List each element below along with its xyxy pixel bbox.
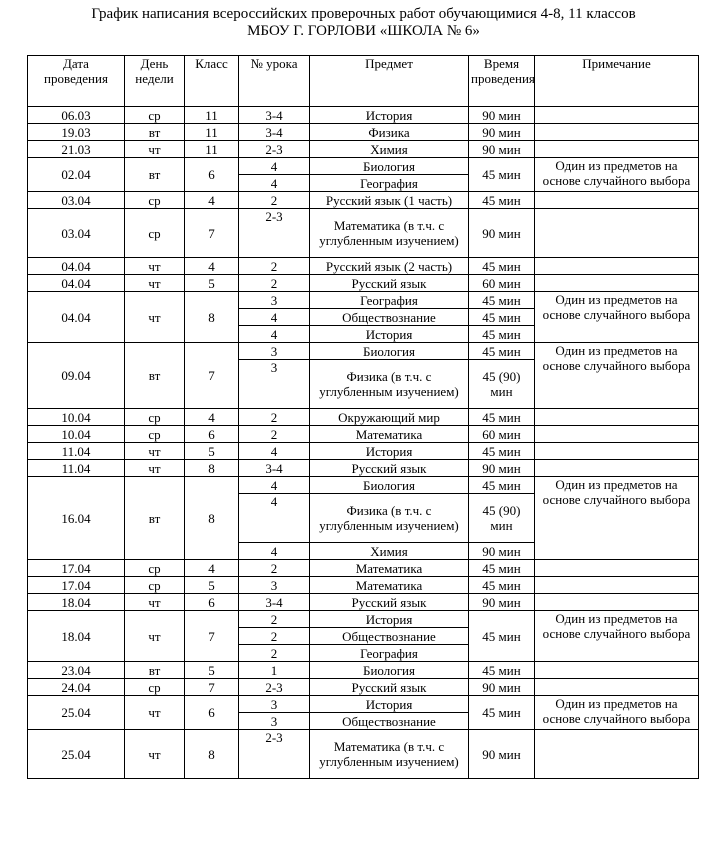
cell-duration: 90 мин: [469, 460, 535, 477]
table-row: [28, 141, 699, 158]
cell-lesson: 3: [239, 577, 310, 594]
cell-date: 25.04: [28, 730, 125, 779]
cell-duration: 90 мин: [469, 107, 535, 124]
cell-day: чт: [125, 611, 185, 662]
cell-lesson: 4: [239, 494, 310, 543]
cell-class: 6: [185, 594, 239, 611]
cell-subject: Обществознание: [310, 713, 469, 730]
cell-note: [535, 107, 699, 124]
table-row: [28, 560, 699, 577]
cell-duration: 90 мин: [469, 679, 535, 696]
table-row: [28, 209, 699, 258]
cell-duration: 45 мин: [469, 662, 535, 679]
table-row: [28, 730, 699, 779]
cell-subject: Русский язык: [310, 275, 469, 292]
cell-subject: Физика (в т.ч. с углубленным изучением): [310, 494, 469, 543]
table-row: [28, 679, 699, 696]
table-row: [28, 696, 699, 713]
cell-day: чт: [125, 443, 185, 460]
cell-lesson: 4: [239, 477, 310, 494]
cell-duration: 90 мин: [469, 124, 535, 141]
cell-subject: География: [310, 292, 469, 309]
cell-class: 8: [185, 292, 239, 343]
cell-lesson: 2: [239, 560, 310, 577]
title-line-2: МБОУ Г. ГОРЛОВИ «ШКОЛА № 6»: [247, 23, 480, 39]
cell-duration: 60 мин: [469, 426, 535, 443]
cell-note: [535, 594, 699, 611]
cell-class: 6: [185, 158, 239, 192]
cell-day: чт: [125, 460, 185, 477]
table-row: [28, 594, 699, 611]
cell-subject: Обществознание: [310, 309, 469, 326]
cell-day: чт: [125, 141, 185, 158]
cell-lesson: 2: [239, 275, 310, 292]
table-row: [28, 343, 699, 360]
cell-note: [535, 426, 699, 443]
cell-duration: 45 мин: [469, 560, 535, 577]
cell-day: чт: [125, 275, 185, 292]
cell-duration: 45 мин: [469, 443, 535, 460]
cell-subject: История: [310, 443, 469, 460]
cell-note: Один из предметов на основе случайного выбора: [535, 343, 699, 409]
cell-lesson: 2: [239, 611, 310, 628]
cell-subject: Русский язык (1 часть): [310, 192, 469, 209]
cell-subject: Биология: [310, 662, 469, 679]
cell-date: 02.04: [28, 158, 125, 192]
cell-day: ср: [125, 107, 185, 124]
cell-class: 5: [185, 275, 239, 292]
cell-duration: 45 мин: [469, 192, 535, 209]
cell-duration: 45 мин: [469, 292, 535, 309]
table-row: [28, 124, 699, 141]
cell-subject: Химия: [310, 543, 469, 560]
schedule-table: [27, 55, 699, 779]
cell-lesson: 2: [239, 628, 310, 645]
cell-class: 7: [185, 611, 239, 662]
cell-subject: Обществознание: [310, 628, 469, 645]
cell-class: 11: [185, 141, 239, 158]
cell-subject: История: [310, 326, 469, 343]
cell-subject: Окружающий мир: [310, 409, 469, 426]
cell-date: 03.04: [28, 192, 125, 209]
cell-lesson: 3: [239, 343, 310, 360]
cell-class: 11: [185, 124, 239, 141]
cell-lesson: 4: [239, 543, 310, 560]
cell-subject: Русский язык: [310, 460, 469, 477]
cell-note: [535, 560, 699, 577]
cell-day: ср: [125, 577, 185, 594]
cell-note: Один из предметов на основе случайного выбора: [535, 611, 699, 662]
table-row: [28, 292, 699, 309]
cell-duration: 45 мин: [469, 409, 535, 426]
cell-duration: 45 мин: [469, 326, 535, 343]
cell-day: чт: [125, 594, 185, 611]
cell-class: 8: [185, 460, 239, 477]
cell-date: 18.04: [28, 611, 125, 662]
header-lesson: № урока: [239, 56, 310, 107]
cell-class: 7: [185, 209, 239, 258]
header-class: Класс: [185, 56, 239, 107]
cell-subject: Физика (в т.ч. с углубленным изучением): [310, 360, 469, 409]
cell-duration: 45 мин: [469, 158, 535, 192]
cell-subject: Математика (в т.ч. с углубленным изучением): [310, 730, 469, 779]
header-duration: Время проведения: [469, 56, 535, 107]
cell-class: 7: [185, 679, 239, 696]
cell-class: 4: [185, 409, 239, 426]
cell-date: 11.04: [28, 443, 125, 460]
cell-lesson: 2: [239, 258, 310, 275]
cell-date: 04.04: [28, 275, 125, 292]
cell-lesson: 3-4: [239, 124, 310, 141]
cell-day: вт: [125, 343, 185, 409]
cell-subject: Химия: [310, 141, 469, 158]
cell-lesson: 2: [239, 645, 310, 662]
cell-day: чт: [125, 258, 185, 275]
cell-note: [535, 679, 699, 696]
cell-note: [535, 443, 699, 460]
cell-lesson: 2: [239, 426, 310, 443]
table-row: [28, 577, 699, 594]
cell-subject: Математика (в т.ч. с углубленным изучением): [310, 209, 469, 258]
cell-class: 4: [185, 258, 239, 275]
cell-subject: История: [310, 611, 469, 628]
cell-date: 10.04: [28, 409, 125, 426]
cell-day: вт: [125, 158, 185, 192]
table-row: [28, 477, 699, 494]
cell-subject: История: [310, 696, 469, 713]
cell-class: 5: [185, 662, 239, 679]
cell-lesson: 3: [239, 292, 310, 309]
cell-date: 17.04: [28, 577, 125, 594]
cell-lesson: 2-3: [239, 679, 310, 696]
cell-day: ср: [125, 679, 185, 696]
cell-note: [535, 209, 699, 258]
cell-note: [535, 409, 699, 426]
table-row: [28, 409, 699, 426]
document-title: [0, 6, 727, 40]
cell-lesson: 3-4: [239, 107, 310, 124]
cell-day: ср: [125, 209, 185, 258]
cell-lesson: 3-4: [239, 594, 310, 611]
cell-duration: 45 мин: [469, 611, 535, 662]
cell-lesson: 3-4: [239, 460, 310, 477]
cell-day: ср: [125, 426, 185, 443]
cell-duration: 45 мин: [469, 477, 535, 494]
title-line-1: График написания всероссийских проверочных работ обучающимися 4-8, 11 классов: [91, 6, 636, 22]
cell-class: 6: [185, 426, 239, 443]
cell-note: [535, 141, 699, 158]
cell-class: 8: [185, 730, 239, 779]
cell-class: 7: [185, 343, 239, 409]
header-day: День недели: [125, 56, 185, 107]
cell-date: 19.03: [28, 124, 125, 141]
cell-lesson: 3: [239, 360, 310, 409]
cell-note: [535, 730, 699, 779]
cell-duration: 90 мин: [469, 209, 535, 258]
cell-note: Один из предметов на основе случайного выбора: [535, 477, 699, 560]
cell-note: Один из предметов на основе случайного выбора: [535, 696, 699, 730]
table-row: [28, 192, 699, 209]
table-row: [28, 443, 699, 460]
cell-lesson: 3: [239, 713, 310, 730]
cell-subject: Физика: [310, 124, 469, 141]
header-subject: Предмет: [310, 56, 469, 107]
cell-class: 11: [185, 107, 239, 124]
table-row: [28, 258, 699, 275]
cell-duration: 45 мин: [469, 577, 535, 594]
cell-date: 23.04: [28, 662, 125, 679]
cell-date: 11.04: [28, 460, 125, 477]
cell-date: 04.04: [28, 258, 125, 275]
cell-class: 4: [185, 560, 239, 577]
table-row: [28, 426, 699, 443]
cell-subject: История: [310, 107, 469, 124]
cell-lesson: 2-3: [239, 141, 310, 158]
cell-date: 16.04: [28, 477, 125, 560]
header-row: [28, 56, 699, 107]
cell-duration: 45 мин: [469, 343, 535, 360]
cell-duration: 45 мин: [469, 258, 535, 275]
cell-lesson: 4: [239, 443, 310, 460]
cell-subject: Математика: [310, 577, 469, 594]
cell-day: вт: [125, 662, 185, 679]
cell-duration: 45 мин: [469, 309, 535, 326]
cell-lesson: 4: [239, 175, 310, 192]
cell-duration: 60 мин: [469, 275, 535, 292]
cell-class: 8: [185, 477, 239, 560]
cell-day: чт: [125, 730, 185, 779]
cell-day: вт: [125, 477, 185, 560]
cell-date: 10.04: [28, 426, 125, 443]
cell-class: 6: [185, 696, 239, 730]
table-row: [28, 460, 699, 477]
cell-date: 17.04: [28, 560, 125, 577]
cell-note: [535, 258, 699, 275]
cell-lesson: 2-3: [239, 730, 310, 779]
cell-lesson: 4: [239, 309, 310, 326]
cell-day: вт: [125, 124, 185, 141]
cell-lesson: 2-3: [239, 209, 310, 258]
cell-date: 18.04: [28, 594, 125, 611]
cell-note: [535, 577, 699, 594]
table-row: [28, 107, 699, 124]
header-date: Дата проведения: [28, 56, 125, 107]
cell-duration: 90 мин: [469, 730, 535, 779]
cell-subject: Математика: [310, 426, 469, 443]
cell-class: 4: [185, 192, 239, 209]
cell-subject: Биология: [310, 158, 469, 175]
cell-note: [535, 662, 699, 679]
cell-date: 03.04: [28, 209, 125, 258]
cell-date: 04.04: [28, 292, 125, 343]
cell-note: [535, 124, 699, 141]
cell-day: ср: [125, 409, 185, 426]
cell-note: [535, 192, 699, 209]
cell-day: ср: [125, 192, 185, 209]
cell-duration: 45 (90) мин: [469, 360, 535, 409]
cell-lesson: 2: [239, 192, 310, 209]
cell-duration: 90 мин: [469, 141, 535, 158]
cell-lesson: 1: [239, 662, 310, 679]
cell-subject: Биология: [310, 343, 469, 360]
cell-note: [535, 460, 699, 477]
cell-day: чт: [125, 292, 185, 343]
cell-note: Один из предметов на основе случайного выбора: [535, 158, 699, 192]
cell-date: 06.03: [28, 107, 125, 124]
cell-lesson: 3: [239, 696, 310, 713]
cell-lesson: 4: [239, 326, 310, 343]
cell-class: 5: [185, 443, 239, 460]
cell-date: 25.04: [28, 696, 125, 730]
header-note: Примечание: [535, 56, 699, 107]
cell-subject: Математика: [310, 560, 469, 577]
cell-subject: Русский язык (2 часть): [310, 258, 469, 275]
cell-lesson: 4: [239, 158, 310, 175]
cell-note: Один из предметов на основе случайного выбора: [535, 292, 699, 343]
cell-duration: 90 мин: [469, 543, 535, 560]
cell-note: [535, 275, 699, 292]
cell-duration: 45 (90) мин: [469, 494, 535, 543]
cell-day: ср: [125, 560, 185, 577]
cell-class: 5: [185, 577, 239, 594]
cell-subject: География: [310, 175, 469, 192]
cell-subject: Биология: [310, 477, 469, 494]
cell-date: 21.03: [28, 141, 125, 158]
cell-date: 24.04: [28, 679, 125, 696]
cell-lesson: 2: [239, 409, 310, 426]
cell-duration: 90 мин: [469, 594, 535, 611]
cell-day: чт: [125, 696, 185, 730]
table-row: [28, 275, 699, 292]
cell-subject: Русский язык: [310, 594, 469, 611]
cell-date: 09.04: [28, 343, 125, 409]
cell-duration: 45 мин: [469, 696, 535, 730]
table-row: [28, 611, 699, 628]
cell-subject: Русский язык: [310, 679, 469, 696]
table-row: [28, 158, 699, 175]
table-row: [28, 662, 699, 679]
cell-subject: География: [310, 645, 469, 662]
schedule-body: [28, 107, 699, 779]
